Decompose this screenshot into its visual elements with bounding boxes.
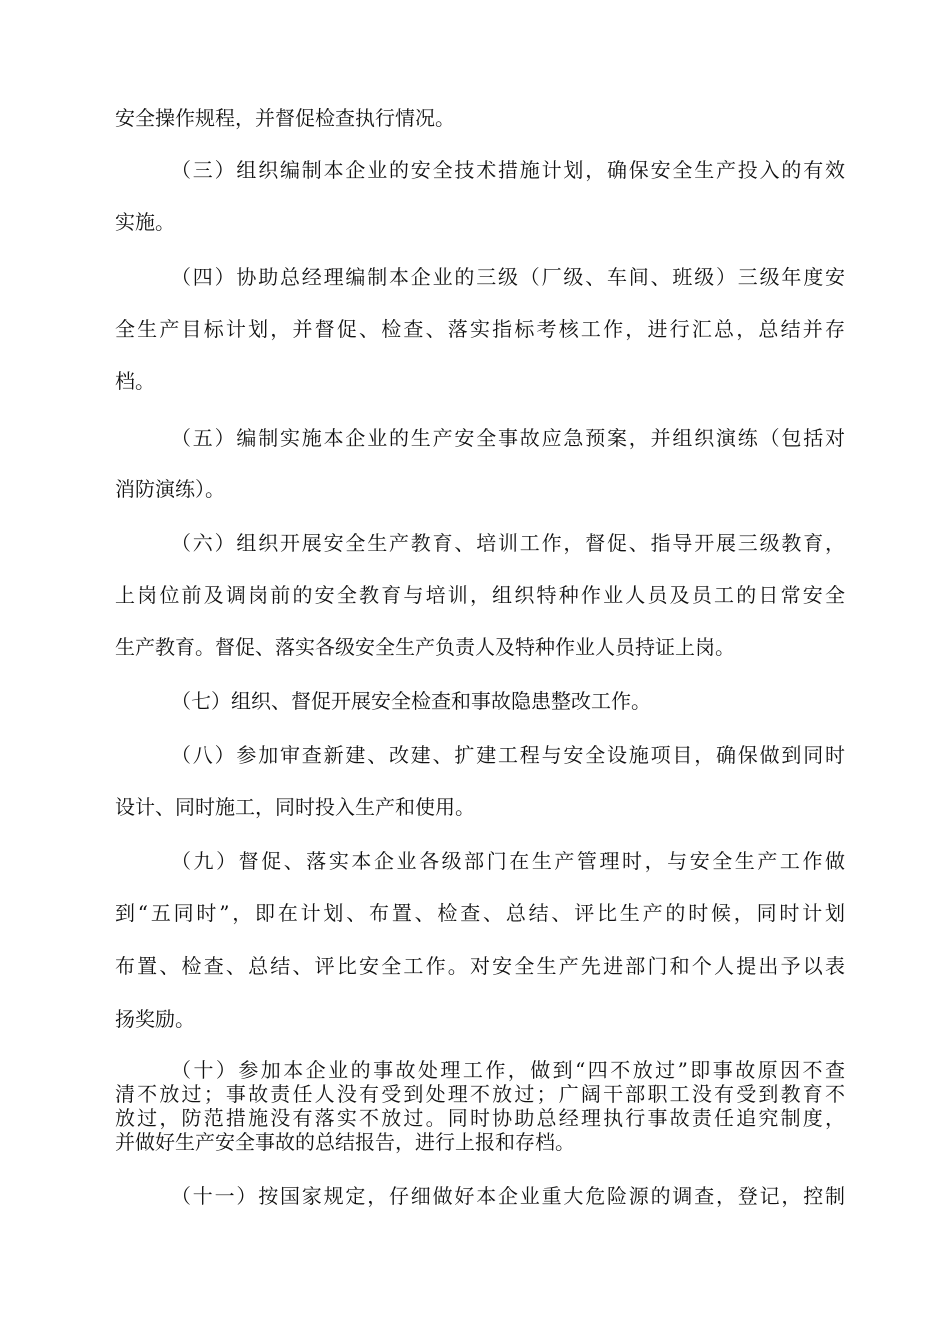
paragraph-8-line-1: （八）参加审查新建、改建、扩建工程与安全设施项目，确保做到同时 (171, 743, 845, 767)
paragraph-10-line-3: 放过，防范措施没有落实不放过。同时协助总经理执行事故责任追究制度， (115, 1106, 845, 1130)
paragraph-11-line-1: （十一）按国家规定，仔细做好本企业重大危险源的调查，登记，控制 (171, 1184, 845, 1208)
text-line: 安全操作规程，并督促检查执行情况。 (115, 106, 455, 130)
paragraph-3-line-1: （三）组织编制本企业的安全技术措施计划，确保安全生产投入的有效 (171, 158, 845, 182)
paragraph-6-line-2: 上岗位前及调岗前的安全教育与培训，组织特种作业人员及员工的日常安全 (115, 583, 845, 607)
paragraph-10-line-2: 清不放过；事故责任人没有受到处理不放过；广阔干部职工没有受到教育不 (115, 1082, 845, 1106)
paragraph-9-line-3: 布置、检查、总结、评比安全工作。对安全生产先进部门和个人提出予以表 (115, 954, 845, 978)
paragraph-9-line-1: （九）督促、落实本企业各级部门在生产管理时，与安全生产工作做 (171, 849, 845, 873)
paragraph-4-line-2: 全生产目标计划，并督促、检查、落实指标考核工作，进行汇总，总结并存 (115, 317, 845, 341)
paragraph-4-line-1: （四）协助总经理编制本企业的三级（厂级、车间、班级）三级年度安 (171, 265, 845, 289)
paragraph-5-line-2: 消防演练）。 (115, 477, 225, 501)
paragraph-4-line-3: 档。 (115, 369, 155, 393)
paragraph-3-line-2: 实施。 (115, 210, 175, 234)
paragraph-6-line-3: 生产教育。督促、落实各级安全生产负责人及特种作业人员持证上岗。 (115, 635, 735, 659)
paragraph-10-line-4: 并做好生产安全事故的总结报告，进行上报和存档。 (115, 1130, 575, 1154)
paragraph-5-line-1: （五）编制实施本企业的生产安全事故应急预案，并组织演练（包括对 (171, 426, 845, 450)
paragraph-9-line-2: 到“五同时”，即在计划、布置、检查、总结、评比生产的时候，同时计划 (115, 901, 845, 925)
paragraph-10-line-1: （十）参加本企业的事故处理工作，做到“四不放过”即事故原因不查 (171, 1058, 845, 1082)
paragraph-6-line-1: （六）组织开展安全生产教育、培训工作，督促、指导开展三级教育， (171, 531, 845, 555)
paragraph-9-line-4: 扬奖励。 (115, 1007, 195, 1031)
paragraph-8-line-2: 设计、同时施工，同时投入生产和使用。 (115, 795, 475, 819)
paragraph-7-line-1: （七）组织、督促开展安全检查和事故隐患整改工作。 (171, 689, 651, 713)
